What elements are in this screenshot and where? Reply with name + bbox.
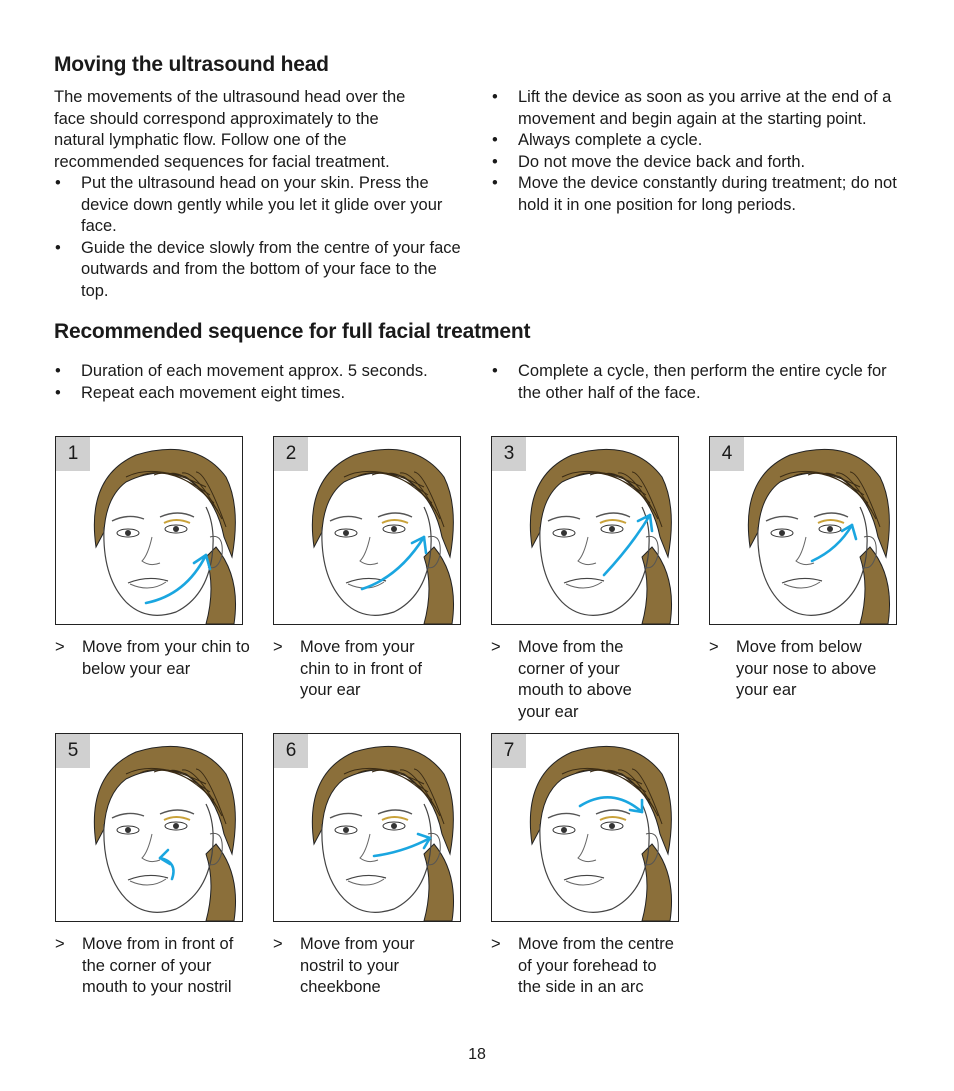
pupil-left: [779, 530, 785, 536]
pupil-right: [391, 526, 397, 532]
step-number: 6: [274, 734, 308, 768]
bullet-symbol: •: [492, 362, 498, 380]
pupil-right: [173, 526, 179, 532]
bullet-text: Put the ultrasound head on your skin. Press the device down gently while you let it glide over your face.: [81, 174, 443, 236]
hair-shape: [94, 746, 235, 854]
pupil-left: [125, 827, 131, 833]
bullet-item: [54, 173, 466, 238]
bullet-symbol: •: [55, 174, 61, 192]
nose-shape: [578, 537, 596, 565]
step-caption: [273, 934, 473, 999]
caption-marker: >: [491, 638, 501, 656]
bullet-text: Repeat each movement eight times.: [81, 383, 346, 402]
hair-shape: [530, 449, 671, 557]
intro-paragraph: The movements of the ultrasound head over the face should correspond approximately to the natural lymphatic flow. Follow one of the recommended sequences for facial treatment.: [54, 88, 406, 171]
bullet-text: Always complete a cycle.: [518, 131, 703, 150]
caption-marker: >: [55, 638, 65, 656]
eyeshadow: [382, 817, 408, 820]
mouth-lower: [566, 879, 602, 885]
bullet-symbol: •: [55, 238, 61, 257]
eyebrow-right: [378, 810, 412, 814]
bullet-item: [491, 87, 901, 130]
face-outline: [104, 804, 213, 912]
bullet-item: [54, 383, 466, 405]
pupil-right: [609, 526, 615, 532]
step-panel: [491, 733, 679, 922]
eyebrow-right: [596, 810, 630, 814]
mouth-upper: [346, 875, 386, 880]
sequence-right-bullets: [491, 361, 901, 404]
pupil-left: [343, 827, 349, 833]
step-number: 1: [56, 437, 90, 471]
moving-right-bullets: [491, 87, 901, 217]
moving-left-bullets: [54, 173, 466, 303]
eyebrow-left: [766, 516, 798, 521]
hair-shape: [94, 449, 235, 557]
eyeshadow: [818, 520, 844, 523]
eyeshadow: [164, 817, 190, 820]
eyeshadow: [600, 817, 626, 820]
face-outline: [322, 804, 431, 912]
motion-arrow-line: [362, 537, 424, 589]
eyebrow-left: [112, 813, 144, 818]
bullet-symbol: •: [492, 152, 498, 171]
eyeshadow: [164, 520, 190, 523]
pupil-right: [391, 823, 397, 829]
nose-shape: [360, 834, 378, 862]
motion-arrow-line: [374, 838, 430, 856]
bullet-item: [491, 173, 901, 216]
bullet-symbol: •: [492, 88, 498, 106]
step-caption-text: Move from the centre of your forehead to the side in an arc: [518, 935, 674, 997]
step-caption: [55, 934, 255, 999]
eyebrow-right: [378, 513, 412, 517]
caption-marker: >: [273, 935, 283, 953]
pupil-left: [343, 530, 349, 536]
bullet-text: Guide the device slowly from the centre of your face outwards and from the bottom of your face to the top.: [81, 238, 461, 300]
step-caption: [709, 637, 909, 702]
caption-marker: >: [491, 935, 501, 953]
eyeshadow: [382, 520, 408, 523]
step-caption-text: Move from below your nose to above your ear: [736, 638, 877, 700]
mouth-lower: [784, 582, 820, 588]
step-panel: [55, 436, 243, 625]
hair-shape: [312, 746, 453, 854]
caption-marker: >: [55, 935, 65, 953]
step-caption: [491, 637, 691, 723]
step-panel: [709, 436, 897, 625]
nose-shape: [142, 537, 160, 565]
bullet-text: Complete a cycle, then perform the entire cycle for the other half of the face.: [518, 362, 887, 402]
nose-shape: [142, 834, 160, 862]
step-number: 3: [492, 437, 526, 471]
bullet-symbol: •: [492, 174, 498, 193]
section-title-moving: Moving the ultrasound head: [54, 53, 329, 76]
step-panel: [273, 436, 461, 625]
mouth-lower: [348, 879, 384, 885]
mouth-lower: [566, 582, 602, 588]
face-outline: [540, 804, 649, 912]
eyebrow-right: [160, 513, 194, 517]
step-caption: [491, 934, 691, 999]
eyebrow-left: [330, 813, 362, 818]
step-number: 4: [710, 437, 744, 471]
eyebrow-right: [596, 513, 630, 517]
pupil-right: [173, 823, 179, 829]
eyeshadow: [600, 520, 626, 523]
pupil-right: [609, 823, 615, 829]
bullet-item: [491, 361, 901, 404]
step-caption-text: Move from the corner of your mouth to above your ear: [518, 638, 632, 721]
nose-shape: [360, 537, 378, 565]
page-number: 18: [468, 1046, 486, 1063]
bullet-text: Lift the device as soon as you arrive at the end of a movement and begin again at the starting point.: [518, 88, 892, 128]
mouth-upper: [128, 875, 168, 880]
mouth-upper: [782, 578, 822, 583]
step-caption: [273, 637, 473, 702]
pupil-left: [125, 530, 131, 536]
motion-arrow-line: [604, 515, 650, 575]
step-caption: [55, 637, 255, 680]
step-number: 7: [492, 734, 526, 768]
step-caption-text: Move from your chin to below your ear: [82, 638, 250, 678]
step-panel: [273, 733, 461, 922]
bullet-item: [54, 238, 466, 303]
mouth-upper: [564, 875, 604, 880]
motion-arrow-head: [160, 850, 170, 864]
hair-shape: [748, 449, 889, 557]
eyebrow-left: [330, 516, 362, 521]
section-title-sequence: Recommended sequence for full facial treatment: [54, 320, 531, 343]
mouth-lower: [130, 582, 166, 588]
face-outline: [540, 507, 649, 615]
pupil-left: [561, 530, 567, 536]
mouth-upper: [564, 578, 604, 583]
hair-shape: [530, 746, 671, 854]
step-caption-text: Move from in front of the corner of your mouth to your nostril: [82, 935, 234, 997]
eyebrow-left: [548, 813, 580, 818]
step-panel: [491, 436, 679, 625]
bullet-symbol: •: [492, 131, 498, 150]
bullet-text: Do not move the device back and forth.: [518, 152, 806, 171]
bullet-symbol: •: [55, 383, 61, 402]
bullet-item: [54, 361, 466, 383]
sequence-left-bullets: [54, 361, 466, 404]
eyebrow-right: [160, 810, 194, 814]
step-number: 2: [274, 437, 308, 471]
face-outline: [322, 507, 431, 615]
bullet-item: [491, 130, 901, 152]
step-number: 5: [56, 734, 90, 768]
eyebrow-right: [814, 513, 848, 517]
mouth-upper: [128, 578, 168, 583]
pupil-left: [561, 827, 567, 833]
step-panel: [55, 733, 243, 922]
pupil-right: [827, 526, 833, 532]
eyebrow-left: [548, 516, 580, 521]
caption-marker: >: [709, 638, 719, 656]
mouth-lower: [130, 879, 166, 885]
bullet-text: Duration of each movement approx. 5 seconds.: [81, 362, 428, 380]
step-caption-text: Move from your nostril to your cheekbone: [300, 935, 415, 997]
nose-shape: [578, 834, 596, 862]
bullet-text: Move the device constantly during treatment; do not hold it in one position for long periods.: [518, 174, 897, 214]
eyebrow-left: [112, 516, 144, 521]
caption-marker: >: [273, 638, 283, 656]
bullet-item: [491, 152, 901, 174]
bullet-symbol: •: [55, 362, 61, 380]
hair-shape: [312, 449, 453, 557]
step-caption-text: Move from your chin to in front of your ear: [300, 638, 422, 700]
